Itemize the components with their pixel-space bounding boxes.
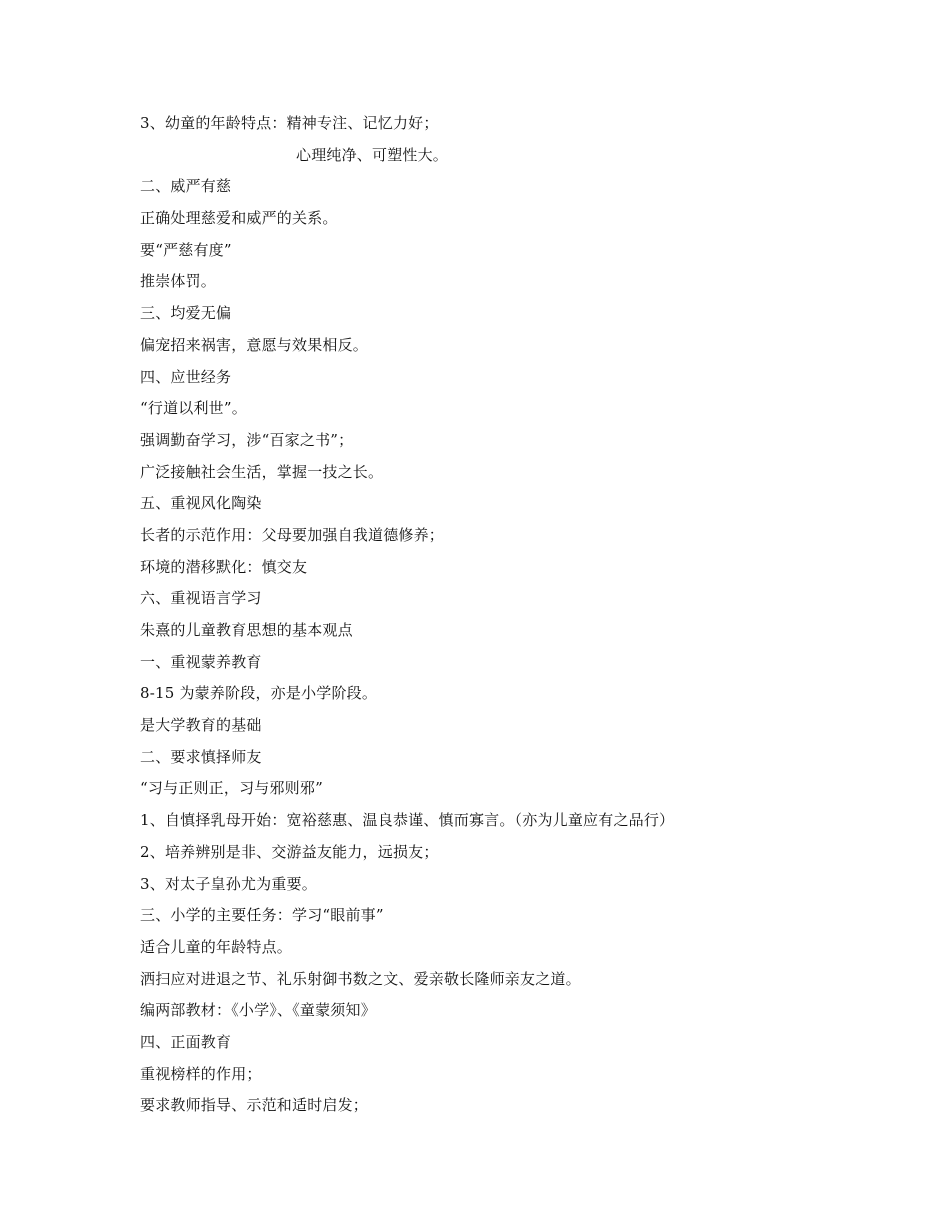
section-heading: 四、应世经务	[140, 367, 232, 386]
text-line: 偏宠招来祸害，意愿与效果相反。	[140, 335, 369, 354]
text-line: 长者的示范作用：父母要加强自我道德修养；	[140, 525, 445, 544]
text-line: 3、幼童的年龄特点：精神专注、记忆力好；	[140, 114, 439, 132]
section-heading: 一、重视蒙养教育	[140, 652, 262, 671]
section-heading: 三、小学的主要任务：学习“眼前事”	[140, 906, 384, 925]
text-line: “习与正则正，习与邪则邪”	[140, 779, 323, 798]
section-heading: 三、均爱无偏	[140, 304, 232, 323]
text-line: 正确处理慈爱和威严的关系。	[140, 209, 338, 228]
text-line: 心理纯净、可塑性大。	[296, 145, 449, 164]
text-line: 是大学教育的基础	[140, 716, 262, 735]
text-line: 推崇体罚。	[140, 272, 217, 291]
text-line: 编两部教材：《小学》、《童蒙须知》	[140, 1001, 376, 1020]
section-heading: 二、威严有慈	[140, 177, 232, 196]
section-heading: 六、重视语言学习	[140, 589, 262, 608]
section-heading: 五、重视风化陶染	[140, 494, 262, 513]
section-heading: 四、正面教育	[140, 1032, 232, 1051]
text-line: 1、自慎择乳母开始：宽裕慈惠、温良恭谨、慎而寡言。（亦为儿童应有之品行）	[140, 811, 675, 830]
chapter-heading: 朱熹的儿童教育思想的基本观点	[140, 621, 353, 639]
text-line: 适合儿童的年龄特点。	[140, 937, 293, 956]
text-line: 8-15 为蒙养阶段，亦是小学阶段。	[140, 684, 378, 703]
text-line: 要“严慈有度”	[140, 240, 232, 259]
text-line: 环境的潜移默化：慎交友	[140, 557, 308, 576]
text-line: 广泛接触社会生活，掌握一技之长。	[140, 462, 384, 481]
text-line: 强调勤奋学习，涉“百家之书”；	[140, 430, 354, 449]
text-line: 3、对太子皇孙尤为重要。	[140, 874, 317, 893]
text-line: 2、培养辨别是非、交游益友能力，远损友；	[140, 842, 439, 861]
text-line: 重视榜样的作用；	[140, 1064, 262, 1083]
text-line: 要求教师指导、示范和适时启发；	[140, 1096, 369, 1115]
section-heading: 二、要求慎择师友	[140, 747, 262, 766]
text-line: 洒扫应对进退之节、礼乐射御书数之文、爱亲敬长隆师亲友之道。	[140, 969, 581, 988]
document-body	[140, 108, 840, 1122]
text-line: “行道以利世”。	[140, 399, 247, 418]
